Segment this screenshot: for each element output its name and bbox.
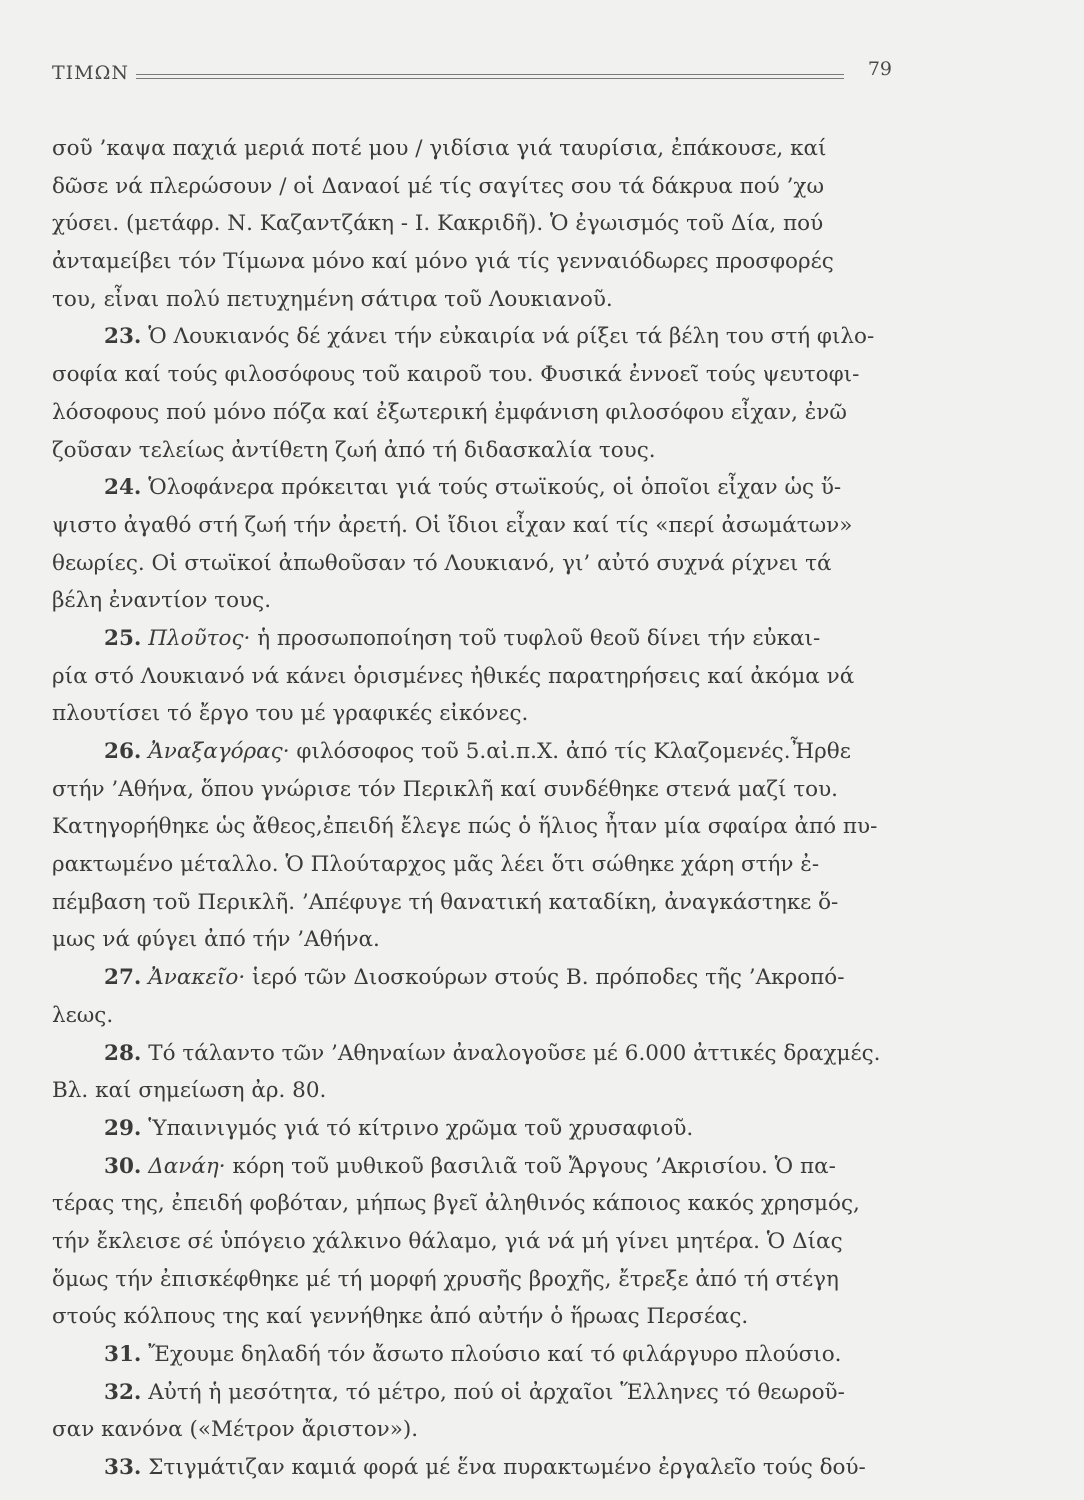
text-line xyxy=(52,1298,892,1336)
line-text: θεωρίες. Οἱ στωϊκοί ἀπωθοῦσαν τό Λουκιανό, γι’ αὐτό συχνά ρίχνει τά xyxy=(52,550,832,576)
text-line xyxy=(52,281,892,319)
line-text: ὅμως τήν ἐπισκέφθηκε μέ τή μορφή χρυσῆς βροχῆς, ἔτρεξε ἀπό τή στέγη xyxy=(52,1266,839,1292)
text-line xyxy=(52,356,892,394)
line-text: Ὁ Λουκιανός δέ χάνει τήν εὐκαιρία νά ρίξει τά βέλη του στή φιλο- xyxy=(141,324,875,350)
note-line xyxy=(52,1110,892,1148)
text-line xyxy=(52,808,892,846)
line-text: ἀνταμείβει τόν Τίμωνα μόνο καί μόνο γιά τίς γενναιόδωρες προσφορές xyxy=(52,249,834,275)
note-line xyxy=(52,959,892,997)
body-text xyxy=(52,130,892,1487)
line-text: λεως. xyxy=(52,1002,114,1028)
line-text: του, εἶναι πολύ πετυχημένη σάτιρα τοῦ Λουκιανοῦ. xyxy=(52,286,613,312)
text-line xyxy=(52,846,892,884)
text-line xyxy=(52,1223,892,1261)
line-text: κόρη τοῦ μυθικοῦ βασιλιᾶ τοῦ Ἄργους ’Ακρισίου. Ὁ πα- xyxy=(225,1153,836,1179)
line-text: σοῦ ’καψα παχιά μεριά ποτέ μου / γιδίσια γιά ταυρίσια, ἐπάκουσε, καί xyxy=(52,136,827,161)
line-text: ἡ προσωποποίηση τοῦ τυφλοῦ θεοῦ δίνει τήν εὐκαι- xyxy=(250,625,821,651)
note-number: 23. xyxy=(104,324,142,350)
line-text: Βλ. καί σημείωση ἀρ. 80. xyxy=(52,1078,327,1104)
note-line xyxy=(52,1035,892,1073)
note-line xyxy=(52,733,892,771)
header-rule xyxy=(136,74,844,79)
text-line xyxy=(52,205,892,243)
note-line xyxy=(52,1336,892,1374)
line-text: Ὁλοφάνερα πρόκειται γιά τούς στωϊκούς, οἱ ὁποῖοι εἶχαν ὡς ὕ- xyxy=(141,475,842,501)
line-text: δῶσε νά πλερώσουν / οἱ Δαναοί μέ τίς σαγίτες σου τά δάκρυα πού ’χω xyxy=(52,173,824,199)
note-number: 30. xyxy=(104,1153,142,1179)
line-text: πέμβαση τοῦ Περικλῆ. ’Απέφυγε τή θανατική καταδίκη, ἀναγκάστηκε ὅ- xyxy=(52,889,839,915)
line-text: ψιστο ἀγαθό στή ζωή τήν ἀρετή. Οἱ ἴδιοι εἶχαν καί τίς «περί ἀσωμάτων» xyxy=(52,512,853,538)
text-line xyxy=(52,658,892,696)
line-text: ρακτωμένο μέταλλο. Ὁ Πλούταρχος μᾶς λέει ὅτι σώθηκε χάρη στήν ἐ- xyxy=(52,852,820,878)
text-line xyxy=(52,168,892,206)
line-text: Στιγμάτιζαν καμιά φορά μέ ἕνα πυρακτωμένο ἐργαλεῖο τούς δού- xyxy=(141,1455,866,1481)
note-term: Ἀναξαγόρας· xyxy=(148,739,290,764)
text-line xyxy=(52,545,892,583)
text-line xyxy=(52,771,892,809)
note-number: 32. xyxy=(104,1379,142,1405)
line-text: Τό τάλαντο τῶν ’Αθηναίων ἀναλογοῦσε μέ 6.000 ἀττικές δραχμές. xyxy=(141,1040,881,1066)
note-number: 26. xyxy=(104,739,142,764)
note-number: 29. xyxy=(104,1115,142,1141)
text-line xyxy=(52,1411,892,1449)
line-text: ρία στό Λουκιανό νά κάνει ὁρισμένες ἠθικές παρατηρήσεις καί ἀκόμα νά xyxy=(52,663,855,689)
line-text: στούς κόλπους της καί γεννήθηκε ἀπό αὐτήν ὁ ἥρωας Περσέας. xyxy=(52,1304,749,1330)
line-text: ζοῦσαν τελείως ἀντίθετη ζωή ἀπό τή διδασκαλία τους. xyxy=(52,437,656,463)
text-line xyxy=(52,1185,892,1223)
running-title: ΤΙΜΩΝ xyxy=(52,62,130,84)
text-line xyxy=(52,507,892,545)
note-line xyxy=(52,620,892,658)
note-number: 25. xyxy=(104,625,142,651)
line-text: σοφία καί τούς φιλοσόφους τοῦ καιροῦ του. Φυσικά ἐννοεῖ τούς ψευτοφι- xyxy=(52,362,860,388)
line-text: σαν κανόνα («Μέτρον ἄριστον»). xyxy=(52,1417,419,1443)
note-number: 31. xyxy=(104,1342,142,1367)
line-text: τήν ἔκλεισε σέ ὑπόγειο χάλκινο θάλαμο, γιά νά μή γίνει μητέρα. Ὁ Δίας xyxy=(52,1228,843,1254)
line-text: βέλη ἐναντίον τους. xyxy=(52,588,272,614)
line-text: Κατηγορήθηκε ὡς ἄθεος,ἐπειδή ἔλεγε πώς ὁ ἥλιος ἦταν μία σφαίρα ἀπό πυ- xyxy=(52,814,878,840)
note-line xyxy=(52,318,892,356)
note-line xyxy=(52,1449,892,1487)
text-line xyxy=(52,130,892,168)
note-term: Πλοῦτος· xyxy=(148,625,251,651)
text-line xyxy=(52,997,892,1035)
text-line xyxy=(52,695,892,733)
line-text: Ἔχουμε δηλαδή τόν ἄσωτο πλούσιο καί τό φιλάργυρο πλούσιο. xyxy=(141,1342,842,1367)
note-term: Δανάη· xyxy=(148,1153,226,1179)
line-text: λόσοφους πού μόνο πόζα καί ἐξωτερική ἐμφάνιση φιλοσόφου εἶχαν, ἐνῶ xyxy=(52,399,847,425)
line-text: τέρας της, ἐπειδή φοβόταν, μήπως βγεῖ ἀληθινός κάποιος κακός χρησμός, xyxy=(52,1191,860,1217)
note-number: 24. xyxy=(104,475,142,501)
line-text: στήν ’Αθήνα, ὅπου γνώρισε τόν Περικλῆ καί συνδέθηκε στενά μαζί του. xyxy=(52,776,839,802)
note-line xyxy=(52,1148,892,1186)
text-line xyxy=(52,243,892,281)
line-text: Ὑπαινιγμός γιά τό κίτρινο χρῶμα τοῦ χρυσαφιοῦ. xyxy=(141,1115,694,1141)
line-text: Αὐτή ἡ μεσότητα, τό μέτρο, πού οἱ ἀρχαῖοι Ἕλληνες τό θεωροῦ- xyxy=(141,1379,845,1405)
text-line xyxy=(52,884,892,922)
line-text: μως νά φύγει ἀπό τήν ’Αθήνα. xyxy=(52,927,380,953)
text-line xyxy=(52,394,892,432)
note-line xyxy=(52,1374,892,1412)
text-line xyxy=(52,432,892,470)
text-line xyxy=(52,1072,892,1110)
line-text: χύσει. (μετάφρ. Ν. Καζαντζάκη - Ι. Κακριδῆ). Ὁ ἐγωισμός τοῦ Δία, πού xyxy=(52,211,824,237)
note-number: 33. xyxy=(104,1455,142,1481)
line-text: πλουτίσει τό ἔργο του μέ γραφικές εἰκόνες. xyxy=(52,701,529,727)
note-line xyxy=(52,469,892,507)
line-text: φιλόσοφος τοῦ 5.αἰ.π.Χ. ἀπό τίς Κλαζομενές.Ἦρθε xyxy=(289,739,851,764)
text-line xyxy=(52,921,892,959)
note-number: 27. xyxy=(104,965,142,991)
note-term: Ἀνακεῖο· xyxy=(148,965,246,991)
page-number: 79 xyxy=(867,58,892,80)
line-text: ἱερό τῶν Διοσκούρων στούς Β. πρόποδες τῆς ’Ακροπό- xyxy=(245,965,845,991)
text-line xyxy=(52,582,892,620)
page-header xyxy=(52,58,892,92)
text-line xyxy=(52,1261,892,1299)
note-number: 28. xyxy=(104,1040,142,1066)
